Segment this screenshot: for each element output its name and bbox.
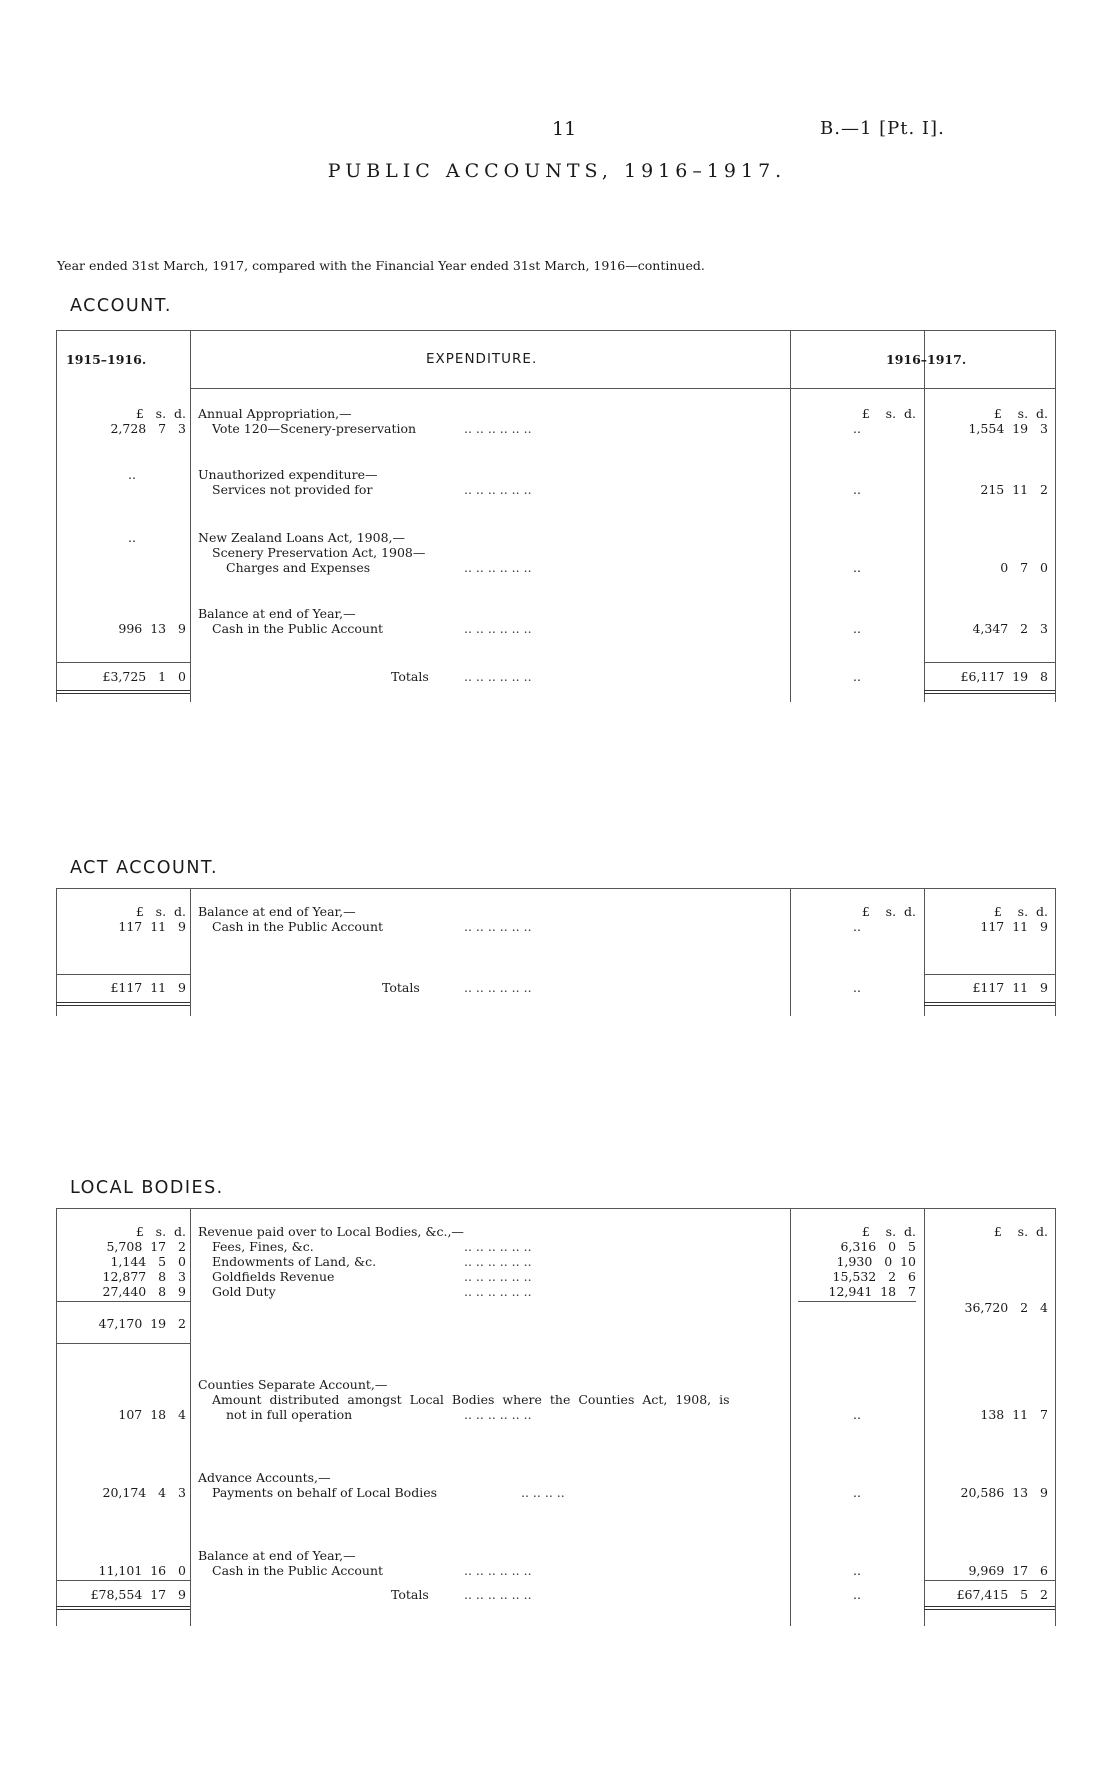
total-curr-value: £6,117 19 8 bbox=[960, 669, 1048, 684]
total-prev-value: £3,725 1 0 bbox=[102, 669, 186, 684]
leader-dots: .. .. .. .. .. .. bbox=[464, 482, 532, 497]
leader-dots: .. .. .. .. .. .. bbox=[464, 1407, 532, 1422]
row-curr-value: 0 7 0 bbox=[1000, 560, 1048, 575]
counties-mid-value: .. bbox=[853, 1407, 861, 1422]
revenue-prev-value: 12,877 8 3 bbox=[102, 1269, 186, 1284]
revenue-mid-value: 15,532 2 6 bbox=[832, 1269, 916, 1284]
counties-curr-value: 138 11 7 bbox=[980, 1407, 1048, 1422]
revenue-subtotal-prev: 47,170 19 2 bbox=[98, 1316, 186, 1331]
counties-title: Counties Separate Account,— bbox=[198, 1377, 388, 1392]
units-mid: £ s. d. bbox=[861, 1224, 916, 1239]
row-label: New Zealand Loans Act, 1908,— bbox=[198, 530, 406, 545]
total-curr-value: £67,415 5 2 bbox=[956, 1587, 1048, 1602]
revenue-mid-value: 6,316 0 5 bbox=[840, 1239, 916, 1254]
row-curr-value: 1,554 19 3 bbox=[968, 421, 1048, 436]
balance-title: Balance at end of Year,— bbox=[198, 1548, 356, 1563]
row-label: Balance at end of Year,— bbox=[198, 606, 356, 621]
units-curr: £ s. d. bbox=[993, 406, 1048, 421]
row-mid-value: .. bbox=[853, 560, 861, 575]
page-reference: B.—1 [Pt. I]. bbox=[820, 118, 945, 139]
balance-mid-value: .. bbox=[853, 1563, 861, 1578]
totals-label: Totals bbox=[391, 669, 429, 684]
row-sublabel: Services not provided for bbox=[212, 482, 373, 497]
row-mid-value: .. bbox=[853, 482, 861, 497]
revenue-mid-value: 1,930 0 10 bbox=[836, 1254, 916, 1269]
leader-dots: .. .. .. .. .. .. bbox=[464, 1269, 532, 1284]
balance-curr-value: 9,969 17 6 bbox=[968, 1563, 1048, 1578]
revenue-prev-value: 27,440 8 9 bbox=[102, 1284, 186, 1299]
row-sublabel: Vote 120—Scenery-preservation bbox=[212, 421, 417, 436]
row-prev-value: .. bbox=[128, 467, 136, 482]
counties-line: Amount distributed amongst Local Bodies where the Counties Act, 1908, is bbox=[212, 1392, 730, 1407]
advance-title: Advance Accounts,— bbox=[198, 1470, 331, 1485]
row-sublabel: Charges and Expenses bbox=[226, 560, 371, 575]
revenue-item-label: Fees, Fines, &c. bbox=[212, 1239, 314, 1254]
total-mid-value: .. bbox=[853, 980, 861, 995]
units-prev: £ s. d. bbox=[135, 406, 186, 421]
advance-curr-value: 20,586 13 9 bbox=[960, 1485, 1048, 1500]
section-heading-act-account: ACT ACCOUNT. bbox=[70, 858, 219, 878]
row-prev-value: .. bbox=[128, 530, 136, 545]
balance-prev-value: 11,101 16 0 bbox=[98, 1563, 186, 1578]
leader-dots: .. .. .. .. bbox=[521, 1485, 565, 1500]
total-mid-value: .. bbox=[853, 1587, 861, 1602]
advance-line: Payments on behalf of Local Bodies bbox=[212, 1485, 438, 1500]
row-mid-value: .. bbox=[853, 421, 861, 436]
units-mid: £ s. d. bbox=[861, 406, 916, 421]
leader-dots: .. .. .. .. .. .. bbox=[464, 1254, 532, 1269]
balance-line: Cash in the Public Account bbox=[212, 1563, 384, 1578]
section-heading-account: ACCOUNT. bbox=[70, 296, 172, 316]
advance-mid-value: .. bbox=[853, 1485, 861, 1500]
column-header-1915-1916: 1915–1916. bbox=[66, 352, 147, 367]
leader-dots: .. .. .. .. .. .. bbox=[464, 621, 532, 636]
row-prev-value: 996 13 9 bbox=[118, 621, 186, 636]
row-prev-value: 2,728 7 3 bbox=[110, 421, 186, 436]
leader-dots: .. .. .. .. .. .. bbox=[464, 1284, 532, 1299]
row-label: Annual Appropriation,— bbox=[198, 406, 352, 421]
leader-dots: .. .. .. .. .. .. bbox=[464, 1563, 532, 1578]
row-prev-value: 117 11 9 bbox=[118, 919, 186, 934]
row-mid-value: .. bbox=[853, 919, 861, 934]
advance-prev-value: 20,174 4 3 bbox=[102, 1485, 186, 1500]
row-label: Unauthorized expenditure— bbox=[198, 467, 378, 482]
section-heading-local-bodies: LOCAL BODIES. bbox=[70, 1178, 224, 1198]
counties-line: not in full operation bbox=[226, 1407, 353, 1422]
total-prev-value: £78,554 17 9 bbox=[90, 1587, 186, 1602]
page-number: 11 bbox=[552, 118, 577, 140]
row-mid-value: .. bbox=[853, 621, 861, 636]
leader-dots: .. .. .. .. .. .. bbox=[464, 421, 532, 436]
counties-prev-value: 107 18 4 bbox=[118, 1407, 186, 1422]
revenue-item-label: Endowments of Land, &c. bbox=[212, 1254, 377, 1269]
revenue-item-label: Goldfields Revenue bbox=[212, 1269, 335, 1284]
page-subtitle: Year ended 31st March, 1917, compared with the Financial Year ended 31st March, 1916—continued. bbox=[57, 258, 705, 273]
page-title: PUBLIC ACCOUNTS, 1916–1917. bbox=[327, 160, 787, 182]
revenue-mid-value: 12,941 18 7 bbox=[828, 1284, 916, 1299]
units-prev: £ s. d. bbox=[135, 904, 186, 919]
leader-dots: .. .. .. .. .. .. bbox=[464, 560, 532, 575]
revenue-title: Revenue paid over to Local Bodies, &c.,— bbox=[198, 1224, 464, 1239]
total-curr-value: £117 11 9 bbox=[972, 980, 1048, 995]
leader-dots: .. .. .. .. .. .. bbox=[464, 669, 532, 684]
row-label: Balance at end of Year,— bbox=[198, 904, 356, 919]
column-header-1916-1917: 1916–1917. bbox=[886, 352, 967, 367]
totals-label: Totals bbox=[382, 980, 420, 995]
row-sublabel: Cash in the Public Account bbox=[212, 919, 384, 934]
leader-dots: .. .. .. .. .. .. bbox=[464, 980, 532, 995]
units-prev: £ s. d. bbox=[135, 1224, 186, 1239]
act-account-table bbox=[56, 888, 1056, 1016]
leader-dots: .. .. .. .. .. .. bbox=[464, 919, 532, 934]
total-prev-value: £117 11 9 bbox=[110, 980, 186, 995]
row-curr-value: 215 11 2 bbox=[980, 482, 1048, 497]
revenue-total-curr: 36,720 2 4 bbox=[964, 1300, 1048, 1315]
units-mid: £ s. d. bbox=[861, 904, 916, 919]
account-table bbox=[56, 330, 1056, 702]
totals-label: Totals bbox=[391, 1587, 429, 1602]
local-bodies-table bbox=[56, 1208, 1056, 1626]
revenue-prev-value: 5,708 17 2 bbox=[106, 1239, 186, 1254]
row-sublabel: Cash in the Public Account bbox=[212, 621, 384, 636]
units-curr: £ s. d. bbox=[993, 904, 1048, 919]
revenue-prev-value: 1,144 5 0 bbox=[110, 1254, 186, 1269]
units-curr: £ s. d. bbox=[993, 1224, 1048, 1239]
row-curr-value: 117 11 9 bbox=[980, 919, 1048, 934]
row-curr-value: 4,347 2 3 bbox=[972, 621, 1048, 636]
total-mid-value: .. bbox=[853, 669, 861, 684]
leader-dots: .. .. .. .. .. .. bbox=[464, 1587, 532, 1602]
revenue-item-label: Gold Duty bbox=[212, 1284, 276, 1299]
row-sublabel: Scenery Preservation Act, 1908— bbox=[212, 545, 426, 560]
column-header-expenditure: EXPENDITURE. bbox=[426, 351, 538, 367]
leader-dots: .. .. .. .. .. .. bbox=[464, 1239, 532, 1254]
